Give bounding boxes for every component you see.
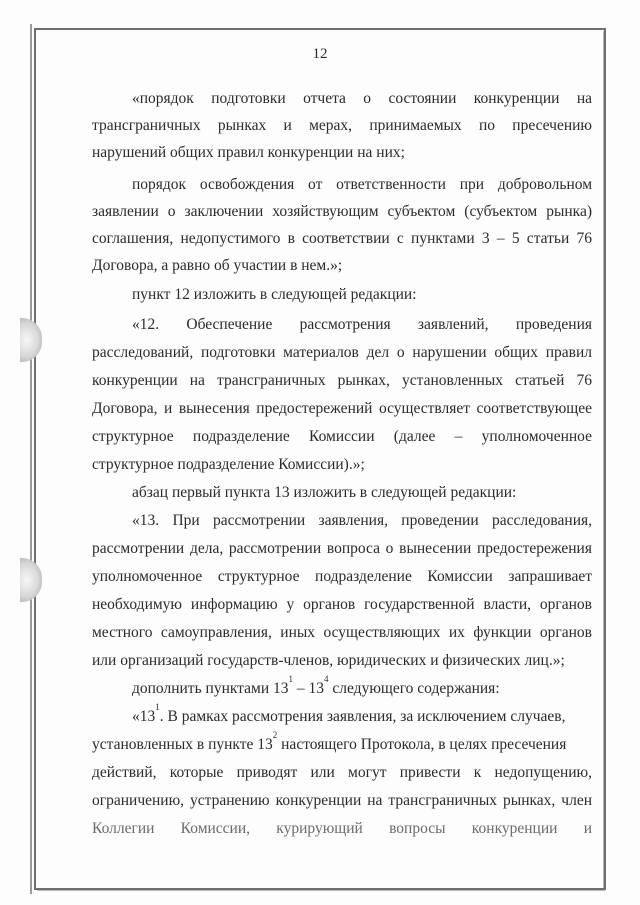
text-line: нарушений общих правил конкуренции на них; bbox=[92, 144, 405, 161]
text-line: абзац первый пункта 13 изложить в следующей редакции: bbox=[132, 484, 517, 501]
text-line: необходимую информацию у органов государственной власти, органов bbox=[92, 596, 592, 613]
text-line: порядок освобождения от ответственности при добровольном bbox=[132, 176, 592, 193]
text-line: структурное подразделение Комиссии).»; bbox=[92, 456, 365, 473]
superscript: 1 bbox=[155, 701, 160, 712]
text-line: структурное подразделение Комиссии (далее – уполномоченное bbox=[92, 428, 592, 445]
superscript: 2 bbox=[272, 729, 278, 740]
binding-edge bbox=[30, 24, 32, 894]
superscript: 4 bbox=[324, 673, 329, 684]
text-line: местного самоуправления, иных осуществляющих их функции органов bbox=[92, 624, 592, 641]
text-fragment: «13 bbox=[132, 708, 156, 725]
text-line: Договора, и вынесения предостережений осуществляет соответствующее bbox=[92, 400, 592, 417]
superscript: 1 bbox=[288, 673, 294, 684]
text-line: «13. При рассмотрении заявления, проведении расследования, bbox=[132, 512, 592, 529]
text-line bbox=[132, 701, 566, 728]
text-line: трансграничных рынках и мерах, принимаемых по пресечению bbox=[92, 117, 592, 134]
text-line bbox=[92, 729, 567, 756]
text-fragment: – 13 bbox=[293, 680, 325, 697]
text-line: ограничению, устранению конкуренции на трансграничных рынках, член bbox=[92, 792, 592, 809]
text-line: или организаций государств-членов, юридических и физических лиц.»; bbox=[92, 652, 565, 669]
text-line: Коллегии Комиссии, курирующий вопросы конкуренции и bbox=[92, 820, 592, 837]
text-fragment: следующего содержания: bbox=[328, 680, 500, 697]
text-line: конкуренции на трансграничных рынках, установленных статьей 76 bbox=[92, 372, 592, 389]
text-line: уполномоченное структурное подразделение Комиссии запрашивает bbox=[92, 568, 592, 585]
text-line: расследований, подготовки материалов дел о нарушении общих правил bbox=[92, 344, 592, 361]
text-line bbox=[132, 673, 500, 700]
text-fragment: . В рамках рассмотрения заявления, за исключением случаев, bbox=[159, 708, 566, 725]
text-line: соглашения, недопустимого в соответствии с пунктами 3 – 5 статьи 76 bbox=[92, 230, 592, 247]
text-line: Договора, а равно об участии в нем.»; bbox=[92, 257, 343, 274]
text-line: рассмотрении дела, рассмотрении вопроса о вынесении предостережения bbox=[92, 540, 592, 557]
text-fragment: настоящего Протокола, в целях пресечения bbox=[277, 736, 567, 753]
text-line: действий, которые приводят или могут привести к недопущению, bbox=[92, 764, 592, 781]
page-number: 12 bbox=[312, 46, 328, 62]
text-line: «порядок подготовки отчета о состоянии конкуренции на bbox=[132, 90, 592, 107]
text-line: «12. Обеспечение рассмотрения заявлений, проведения bbox=[132, 316, 592, 333]
text-line: пункт 12 изложить в следующей редакции: bbox=[132, 286, 417, 303]
text-line: заявлении о заключении хозяйствующим субъектом (субъектом рынка) bbox=[92, 203, 592, 220]
text-fragment: установленных в пункте 13 bbox=[92, 736, 273, 753]
text-fragment: дополнить пунктами 13 bbox=[132, 680, 289, 697]
